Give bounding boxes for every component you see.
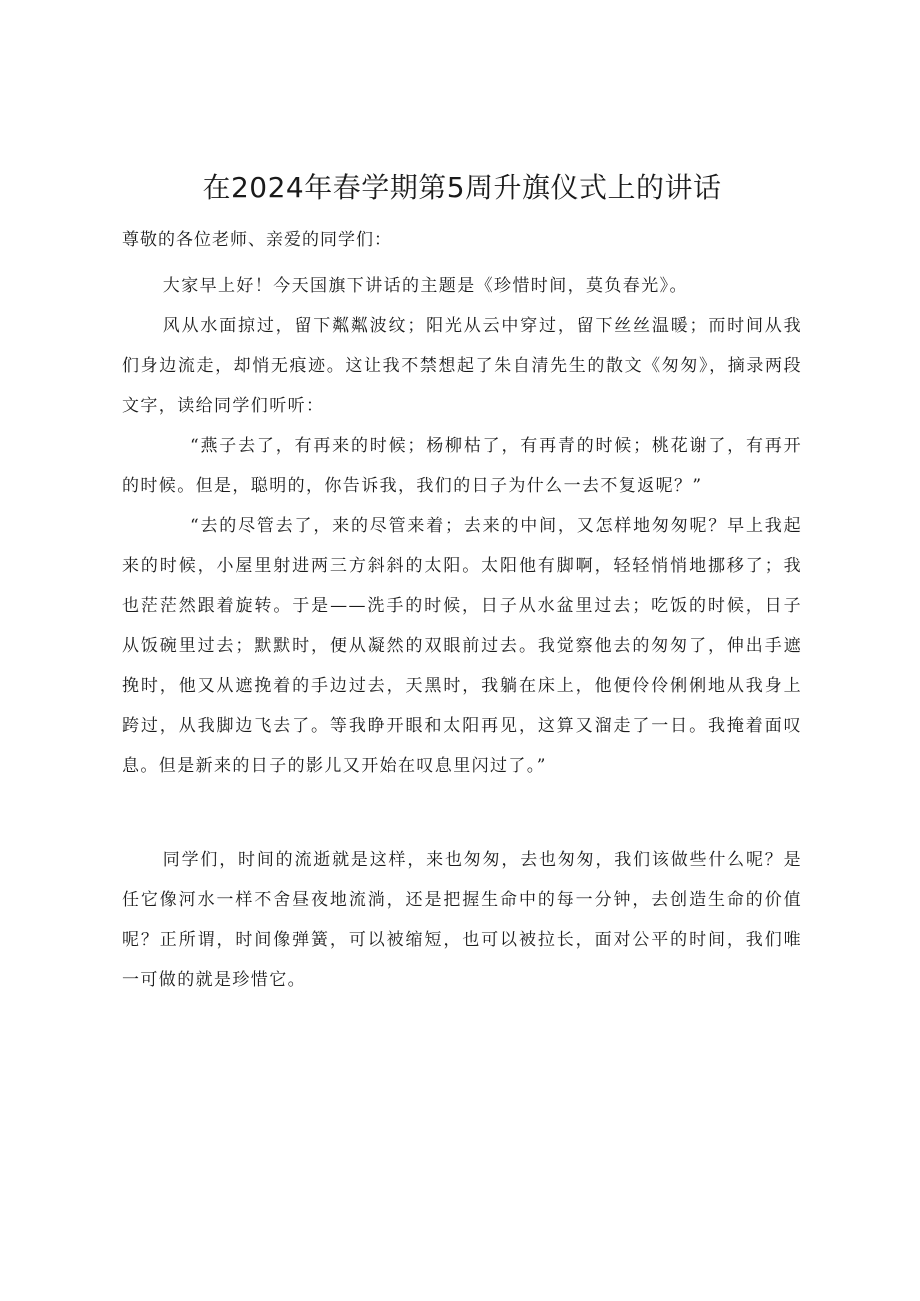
quote-paragraph-1: “燕子去了，有再来的时候；杨柳枯了，有再青的时候；桃花谢了，有再开的时候。但是，聪明的，你告诉我，我们的日子为什么一去不复返呢？” (122, 436, 802, 496)
paragraph-closing: 同学们，时间的流逝就是这样，来也匆匆，去也匆匆，我们该做些什么呢？是任它像河水一样不舍昼夜地流淌，还是把握生命中的每一分钟，去创造生命的价值呢？正所谓，时间像弹簧，可以被缩短，也可以被拉长，面对公平的时间，我们唯一可做的就是珍惜它。 (122, 850, 802, 990)
paragraph-gap (122, 786, 802, 840)
salutation: 尊敬的各位老师、亲爱的同学们： (122, 230, 392, 250)
paragraph-intro: 风从水面掠过，留下粼粼波纹；阳光从云中穿过，留下丝丝温暖；而时间从我们身边流走，却悄无痕迹。这让我不禁想起了朱自清先生的散文《匆匆》，摘录两段文字，读给同学们听听： (122, 316, 802, 416)
paragraph-greeting: 大家早上好！今天国旗下讲话的主题是《珍惜时间，莫负春光》。 (162, 276, 688, 296)
quote-paragraph-2: “去的尽管去了，来的尽管来着；去来的中间，又怎样地匆匆呢？早上我起来的时候，小屋里射进两三方斜斜的太阳。太阳他有脚啊，轻轻悄悄地挪移了；我也茫茫然跟着旋转。于是——洗手的时候，日子从水盆里过去；吃饭的时候，日子从饭碗里过去；默默时，便从凝然的双眼前过去。我觉察他去的匆匆了，伸出手遮挽时，他又从遮挽着的手边过去，天黑时，我躺在床上，他便伶伶俐俐地从我身上跨过，从我脚边飞去了。等我睁开眼和太阳再见，这算又溜走了一日。我掩着面叹息。但是新来的日子的影儿又开始在叹息里闪过了。” (122, 516, 802, 776)
document-title: 在2024年春学期第5周升旗仪式上的讲话 (202, 171, 722, 204)
